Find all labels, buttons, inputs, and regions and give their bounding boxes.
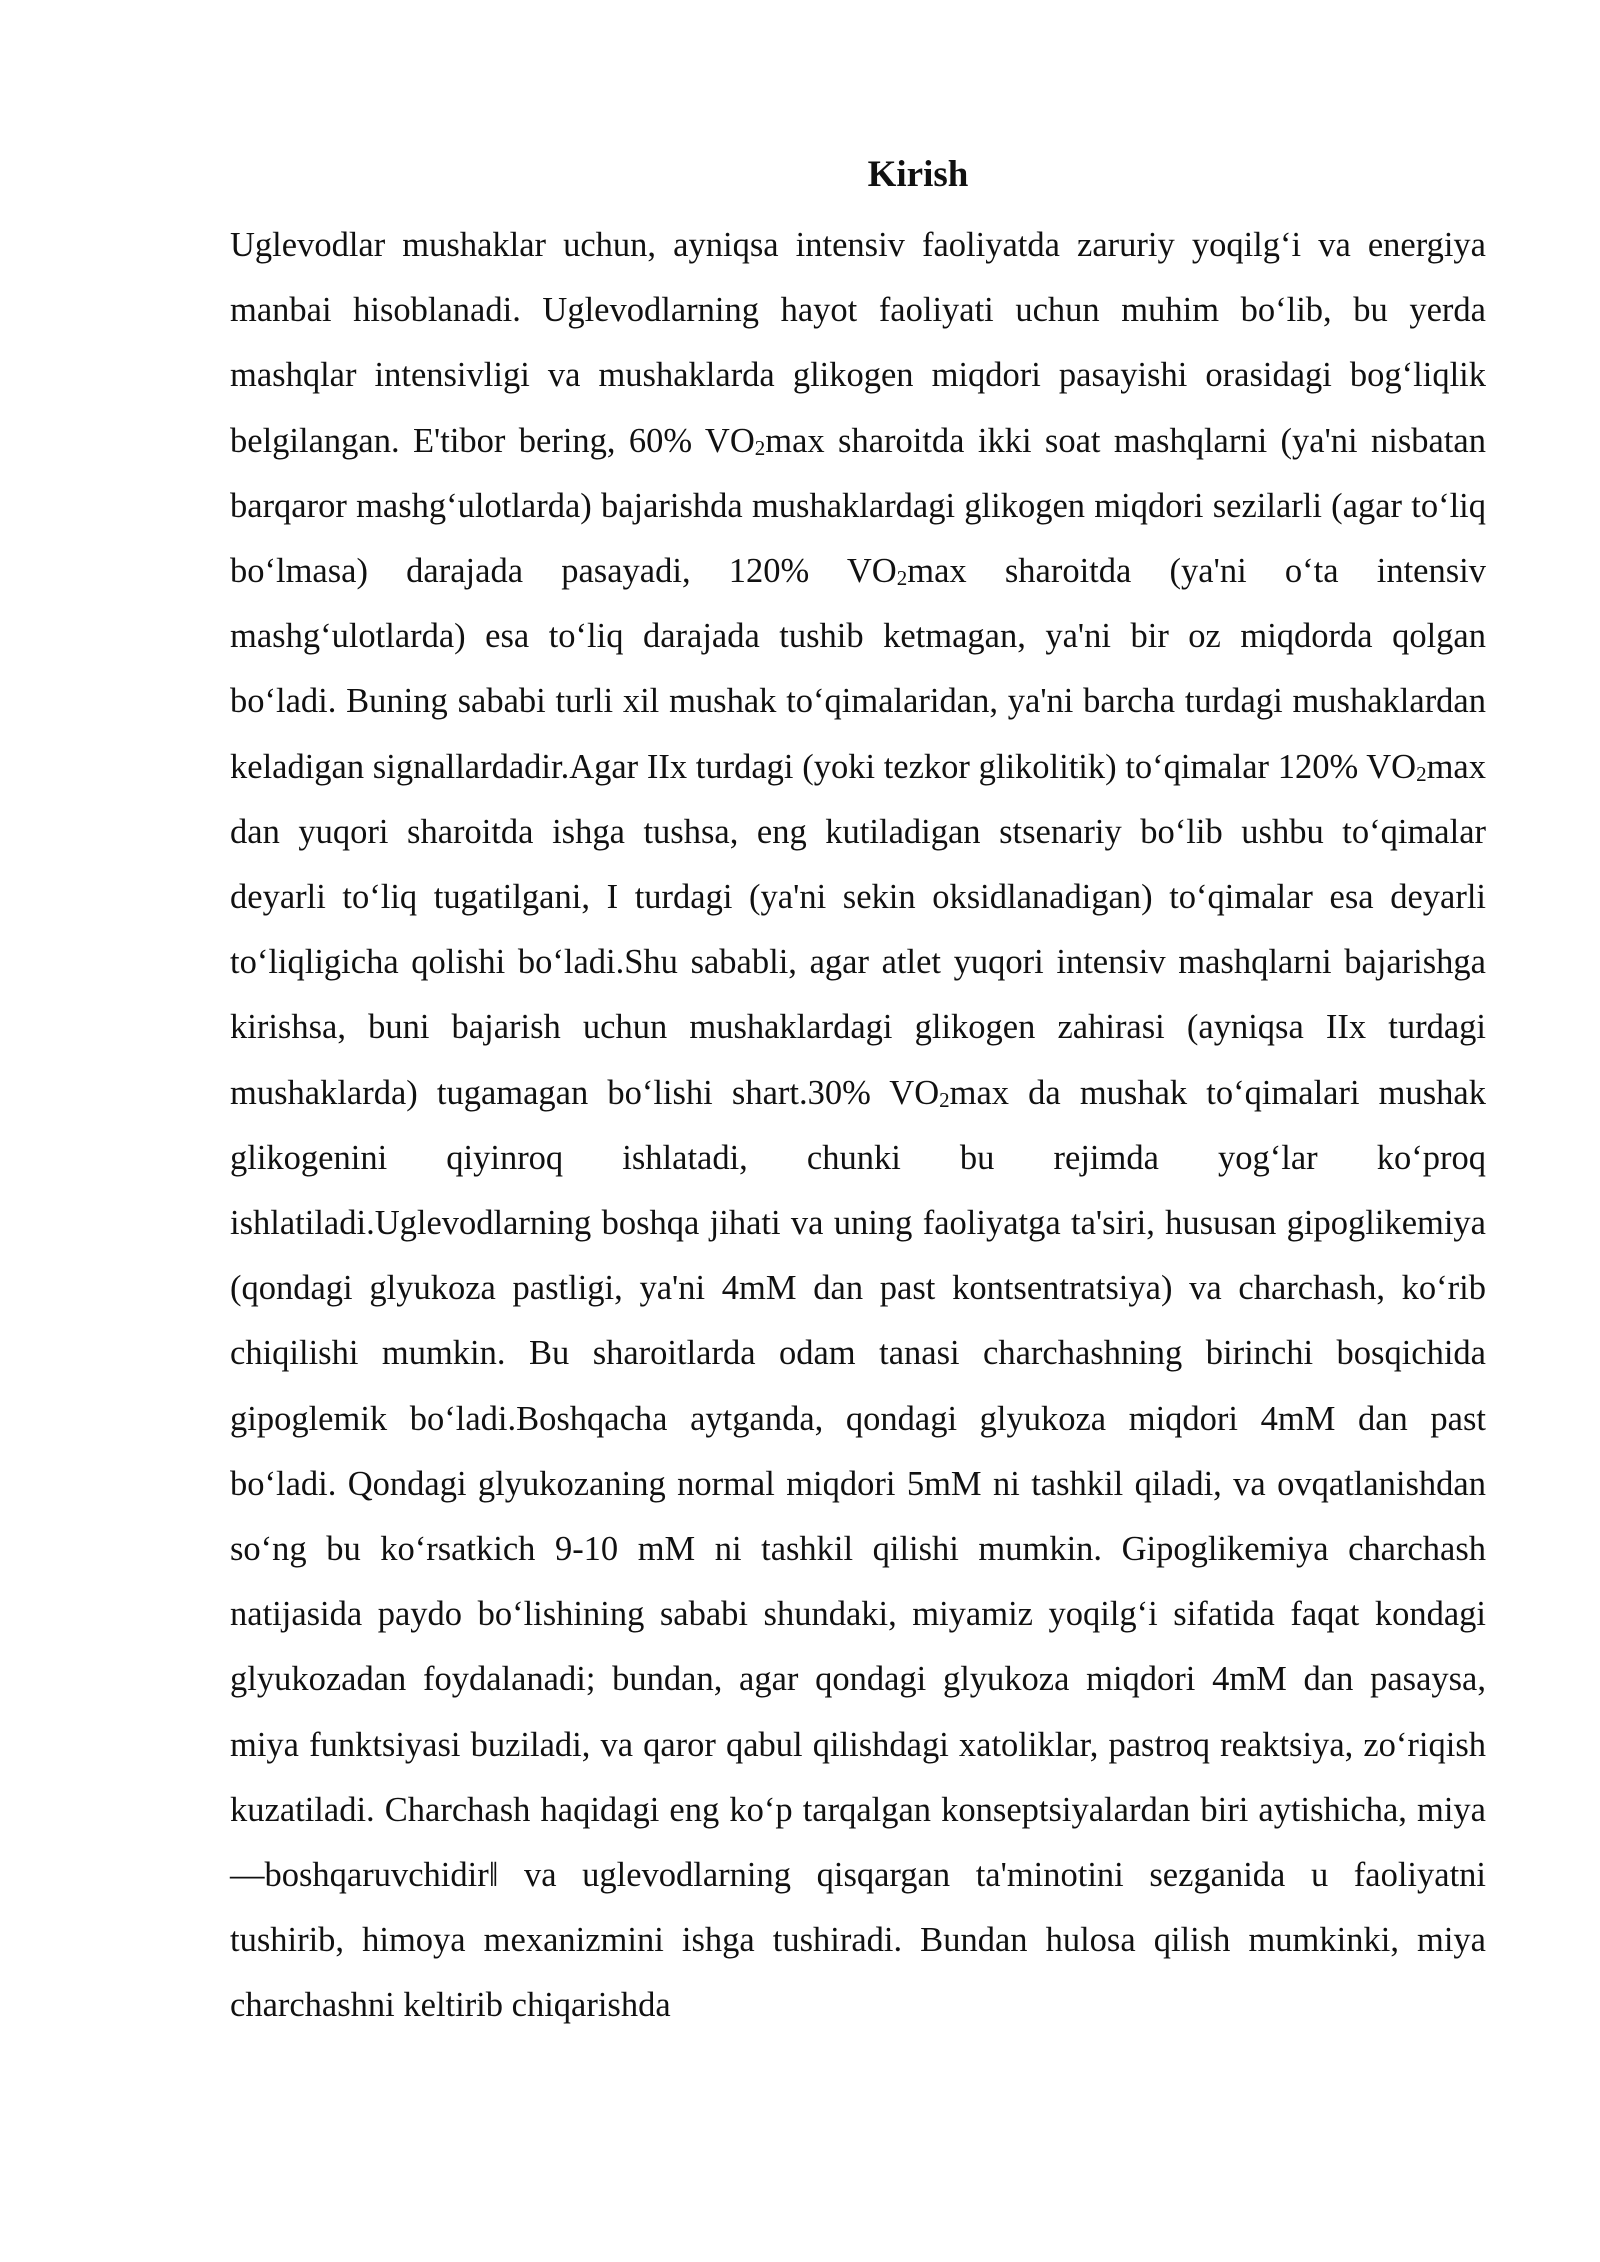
subscript-text: 2 [896,566,908,591]
text-run: max sharoitda (ya'ni o‘ta intensiv mashg‘ulotlarda) esa to‘liq darajada tushib ketmagan, ya'ni bir oz miqdorda qolgan bo‘ladi. Buning sababi turli xil mushak to‘qimalaridan, ya'ni barcha turdagi mushaklardan keladigan signallardadir.Agar IIx turdagi (yoki tezkor glikolitik) to‘qimalar 120% VO [230,552,1487,786]
body-paragraph [230,213,1486,2039]
text-run: max sharoitda ikki soat mashqlarni (ya'ni nisbatan barqaror mashg‘ulotlarda) bajarishda mushaklardagi glikogen miqdori sezilarli (agar to‘liq bo‘lmasa) darajada pasayadi, 120% VO [230,421,1486,591]
page-title: Kirish [867,154,969,195]
subscript-text: 2 [939,1087,950,1112]
text-run: Uglevodlar mushaklar uchun, ayniqsa intensiv faoliyatda zaruriy yoqilg‘i va energiya manbai hisoblanadi. Uglevodlarning hayot faoliyati uchun muhim bo‘lib, bu yerda mashqlar intensivligi va mushaklarda glikogen miqdori pasayishi orasidagi bog‘liqlik belgilangan. E'tibor bering, 60% VO [230,226,1486,460]
subscript-text: 2 [754,435,766,460]
document-page [230,145,1486,2039]
subscript-text: 2 [1416,761,1427,786]
text-run: max da mushak to‘qimalari mushak glikogenini qiyinroq ishlatadi, chunki bu rejimda yog‘lar ko‘proq ishlatiladi.Uglevodlarning boshqa jihati va uning faoliyatga ta'siri, hususan gipoglikemiya (qondagi glyukoza pastligi, ya'ni 4mM dan past kontsentratsiya) va charchash, ko‘rib chiqilishi mumkin. Bu sharoitlarda odam tanasi charchashning birinchi bosqichida gipoglemik bo‘ladi.Boshqacha aytganda, qondagi glyukoza miqdori 4mM dan past bo‘ladi. Qondagi glyukozaning normal miqdori 5mM ni tashkil qiladi, va ovqatlanishdan so‘ng bu ko‘rsatkich 9-10 mM ni tashkil qilishi mumkin. Gipoglikemiya charchash natijasida paydo bo‘lishining sababi shundaki, miyamiz yoqilg‘i sifatida faqat kondagi glyukozadan foydalanadi; bundan, agar qondagi glyukoza miqdori 4mM dan pasaysa, miya funktsiyasi buziladi, va qaror qabul qilishdagi xatoliklar, pastroq reaktsiya, zo‘riqish kuzatiladi. Charchash haqidagi eng ko‘p tarqalgan konseptsiyalardan biri aytishicha, miya ―boshqaruvchidir‖ va uglevodlarning qisqargan ta'minotini sezganida u faoliyatni tushirib, himoya mexanizmini ishga tushiradi. Bundan hulosa qilish mumkinki, miya charchashni keltirib chiqarishda [230,1073,1486,2025]
text-run: max dan yuqori sharoitda ishga tushsa, eng kutiladigan stsenariy bo‘lib ushbu to‘qimalar deyarli to‘liq tugatilgani, I turdagi (ya'ni sekin oksidlanadigan) to‘qimalar esa deyarli to‘liqligicha qolishi bo‘ladi.Shu sababli, agar atlet yuqori intensiv mashqlarni bajarishga kirishsa, buni bajarish uchun mushaklardagi glikogen zahirasi (ayniqsa IIx turdagi mushaklarda) tugamagan bo‘lishi shart.30% VO [230,747,1486,1112]
